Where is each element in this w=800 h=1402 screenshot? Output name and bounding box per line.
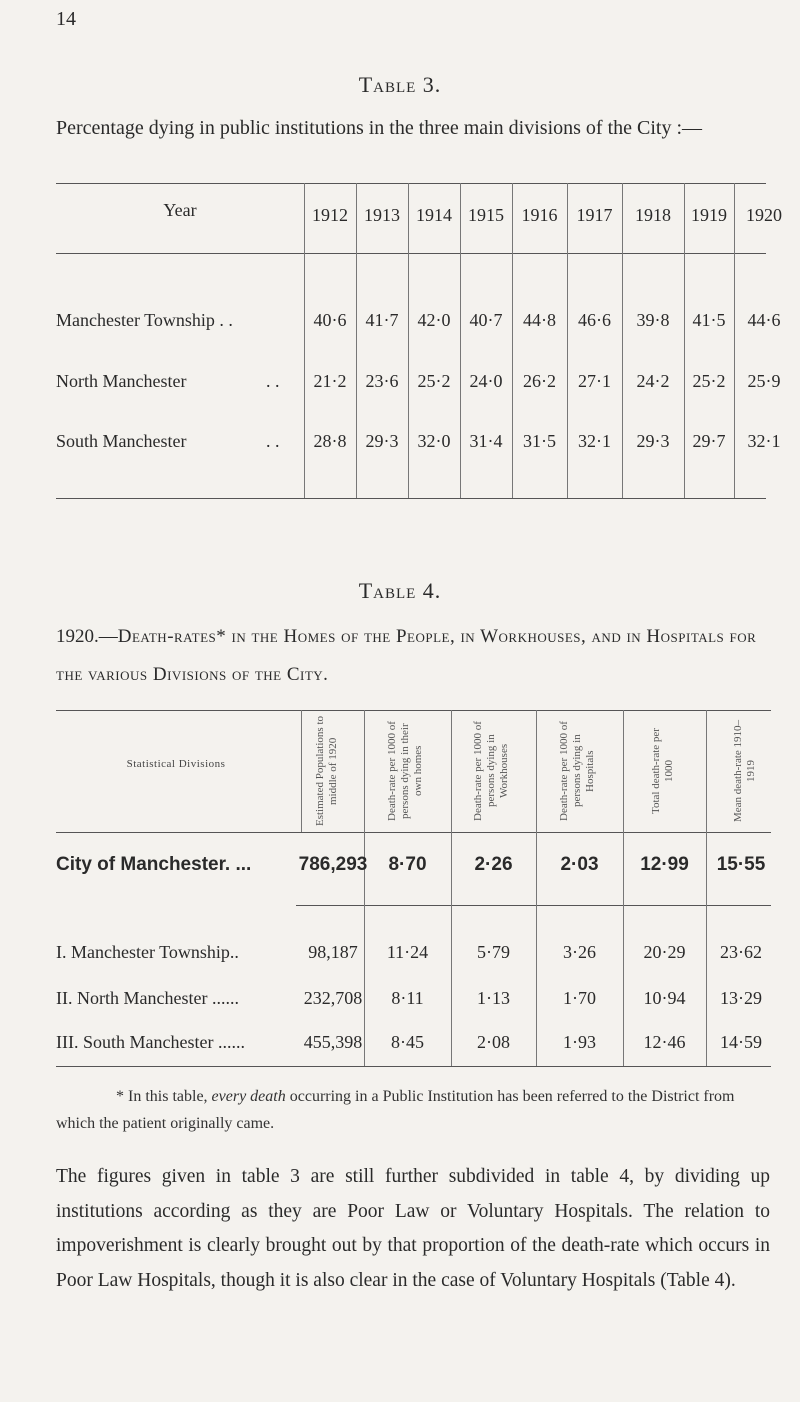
table4-col-sep bbox=[301, 710, 302, 832]
table3-cell: 25·9 bbox=[747, 371, 781, 391]
table3-row-dots: . . bbox=[266, 371, 280, 391]
table4-header-total-rate: Total death-rate per 1000 bbox=[650, 728, 675, 814]
table3-title: Table 3. bbox=[358, 72, 442, 97]
table3-cell: 32·1 bbox=[578, 431, 611, 451]
footnote-start: * In this table, bbox=[116, 1088, 208, 1105]
table3 bbox=[56, 183, 782, 513]
table4-col-sep bbox=[623, 710, 624, 1066]
table4-cell: 232,708 bbox=[303, 988, 363, 1008]
table4-cell: 5·79 bbox=[477, 942, 510, 962]
table4-city-cell: 8·70 bbox=[388, 854, 427, 875]
table3-cell: 25·2 bbox=[692, 371, 726, 391]
table4-cell: 13·29 bbox=[720, 988, 762, 1008]
table4-city-cell: 15·55 bbox=[716, 854, 766, 875]
table4-cell: 1·13 bbox=[477, 988, 510, 1008]
table4-cell: 98,187 bbox=[308, 942, 358, 962]
table3-cell: 21·2 bbox=[313, 371, 347, 391]
table3-year: 1916 bbox=[521, 205, 558, 225]
table3-cell: 32·0 bbox=[417, 431, 451, 451]
table3-cell: 24·2 bbox=[636, 371, 670, 391]
table3-cell: 27·1 bbox=[578, 371, 611, 391]
table4-col-sep bbox=[364, 710, 365, 1066]
table4-header-mean-rate: Mean death-rate 1910–1919 bbox=[732, 720, 757, 823]
table4-city-cell: 2·03 bbox=[560, 854, 599, 875]
table3-row-dots: . . bbox=[266, 431, 280, 451]
table4-cell: 12·46 bbox=[643, 1032, 686, 1052]
footnote-rest: occurring in a Public Institution has been referred to the District from which the patient originally came. bbox=[56, 1088, 735, 1133]
table3-year: 1912 bbox=[312, 205, 348, 225]
table4-cell: 10·94 bbox=[643, 988, 686, 1008]
footnote-emphasis: every death bbox=[211, 1088, 286, 1105]
table4-cell: 20·29 bbox=[643, 942, 686, 962]
table3-cell: 28·8 bbox=[313, 431, 347, 451]
table4-cell: 455,398 bbox=[303, 1032, 363, 1052]
table4-cell: 11·24 bbox=[386, 942, 429, 962]
table3-cell: 46·6 bbox=[578, 310, 611, 330]
table4-cell: 8·45 bbox=[391, 1032, 424, 1052]
table4-city-label: City of Manchester. ... bbox=[56, 854, 252, 875]
table3-cell: 29·3 bbox=[365, 431, 399, 451]
table4-cell: 3·26 bbox=[563, 942, 596, 962]
table3-row-label: Manchester Township . . bbox=[56, 310, 233, 330]
table4-header-population: Estimated Populations to middle of 1920 bbox=[314, 716, 339, 826]
table3-cell: 25·2 bbox=[417, 371, 451, 391]
table3-cell: 31·4 bbox=[469, 431, 503, 451]
table4-cell: 1·70 bbox=[563, 988, 596, 1008]
table3-cell: 44·8 bbox=[523, 310, 556, 330]
table3-cell: 44·6 bbox=[747, 310, 781, 330]
table3-year-header: Year bbox=[163, 200, 197, 220]
table4-row-label: III. South Manchester ...... bbox=[56, 1032, 245, 1052]
table3-bottom-rule bbox=[56, 498, 766, 499]
table3-year: 1917 bbox=[576, 205, 613, 225]
table4-row-label: I. Manchester Township.. bbox=[56, 942, 239, 962]
table4-cell: 23·62 bbox=[720, 942, 762, 962]
table3-cell: 24·0 bbox=[469, 371, 503, 391]
table4-bottom-rule bbox=[56, 1066, 771, 1067]
table4-cell: 8·11 bbox=[391, 988, 424, 1008]
table4-top-rule bbox=[56, 710, 771, 711]
table4-header-workhouse-rate: Death-rate per 1000 of persons dying in Workhouses bbox=[472, 721, 510, 821]
table3-year: 1914 bbox=[416, 205, 452, 225]
table4-cell: 2·08 bbox=[477, 1032, 510, 1052]
table3-header-rule bbox=[56, 253, 766, 254]
table4 bbox=[56, 710, 776, 1060]
table3-cell: 42·0 bbox=[417, 310, 451, 330]
table4-row-label: II. North Manchester ...... bbox=[56, 988, 239, 1008]
table4-title: Table 4. bbox=[358, 578, 442, 603]
table3-year: 1919 bbox=[691, 205, 727, 225]
table3-cell: 40·7 bbox=[469, 310, 503, 330]
table3-cell: 39·8 bbox=[636, 310, 670, 330]
body-paragraph: The figures given in table 3 are still further subdivided in table 4, by dividing up institutions according as they are Poor Law or Voluntary Hospitals. The relation to impoverishment is clearly brought out by that proportion of the death-rate which occurs in Poor Law Hospitals, though it is also clear in the case of Voluntary Hospitals (Table 4). bbox=[56, 1166, 770, 1292]
table4-city-cell: 12·99 bbox=[640, 854, 689, 875]
table3-row-label: South Manchester bbox=[56, 431, 187, 451]
table3-cell: 23·6 bbox=[365, 371, 399, 391]
table3-cell: 40·6 bbox=[313, 310, 347, 330]
table4-caption bbox=[56, 618, 770, 694]
table3-year: 1913 bbox=[364, 205, 400, 225]
table4-header-divisions: Statistical Divisions bbox=[126, 758, 226, 770]
table4-city-cell: 786,293 bbox=[298, 854, 368, 875]
table3-cell: 29·7 bbox=[692, 431, 726, 451]
table3-cell: 29·3 bbox=[636, 431, 670, 451]
table3-year: 1920 bbox=[746, 205, 782, 225]
page-number: 14 bbox=[56, 8, 76, 30]
table4-header-rule bbox=[56, 832, 771, 833]
table3-year: 1918 bbox=[635, 205, 671, 225]
table3-year: 1915 bbox=[468, 205, 504, 225]
table4-city-cell: 2·26 bbox=[474, 854, 513, 875]
table4-col-sep bbox=[451, 710, 452, 1066]
table3-top-rule bbox=[56, 183, 766, 184]
table4-col-sep bbox=[536, 710, 537, 1066]
table4-caption-text: Death-rates* in the Homes of the People, in Workhouses, and in Hospitals for the various Divisions of the City. bbox=[56, 626, 757, 685]
table3-row-label: North Manchester bbox=[56, 371, 187, 391]
table4-header-home-rate: Death-rate per 1000 of persons dying in their own homes bbox=[386, 721, 424, 821]
table4-cell: 14·59 bbox=[720, 1032, 762, 1052]
table3-caption: Percentage dying in public institutions in the three main divisions of the City :— bbox=[56, 117, 703, 139]
table4-col-sep bbox=[706, 710, 707, 1066]
table3-cell: 26·2 bbox=[523, 371, 556, 391]
table4-header-hospital-rate: Death-rate per 1000 of persons dying in Hospitals bbox=[558, 721, 596, 821]
table3-cell: 31·5 bbox=[523, 431, 556, 451]
table3-cell: 32·1 bbox=[747, 431, 781, 451]
table4-caption-prefix: 1920.— bbox=[56, 626, 118, 647]
table3-cell: 41·7 bbox=[365, 310, 399, 330]
table4-footnote bbox=[56, 1083, 770, 1137]
table4-cell: 1·93 bbox=[563, 1032, 596, 1052]
table4-city-rule bbox=[296, 905, 771, 906]
table3-cell: 41·5 bbox=[692, 310, 726, 330]
